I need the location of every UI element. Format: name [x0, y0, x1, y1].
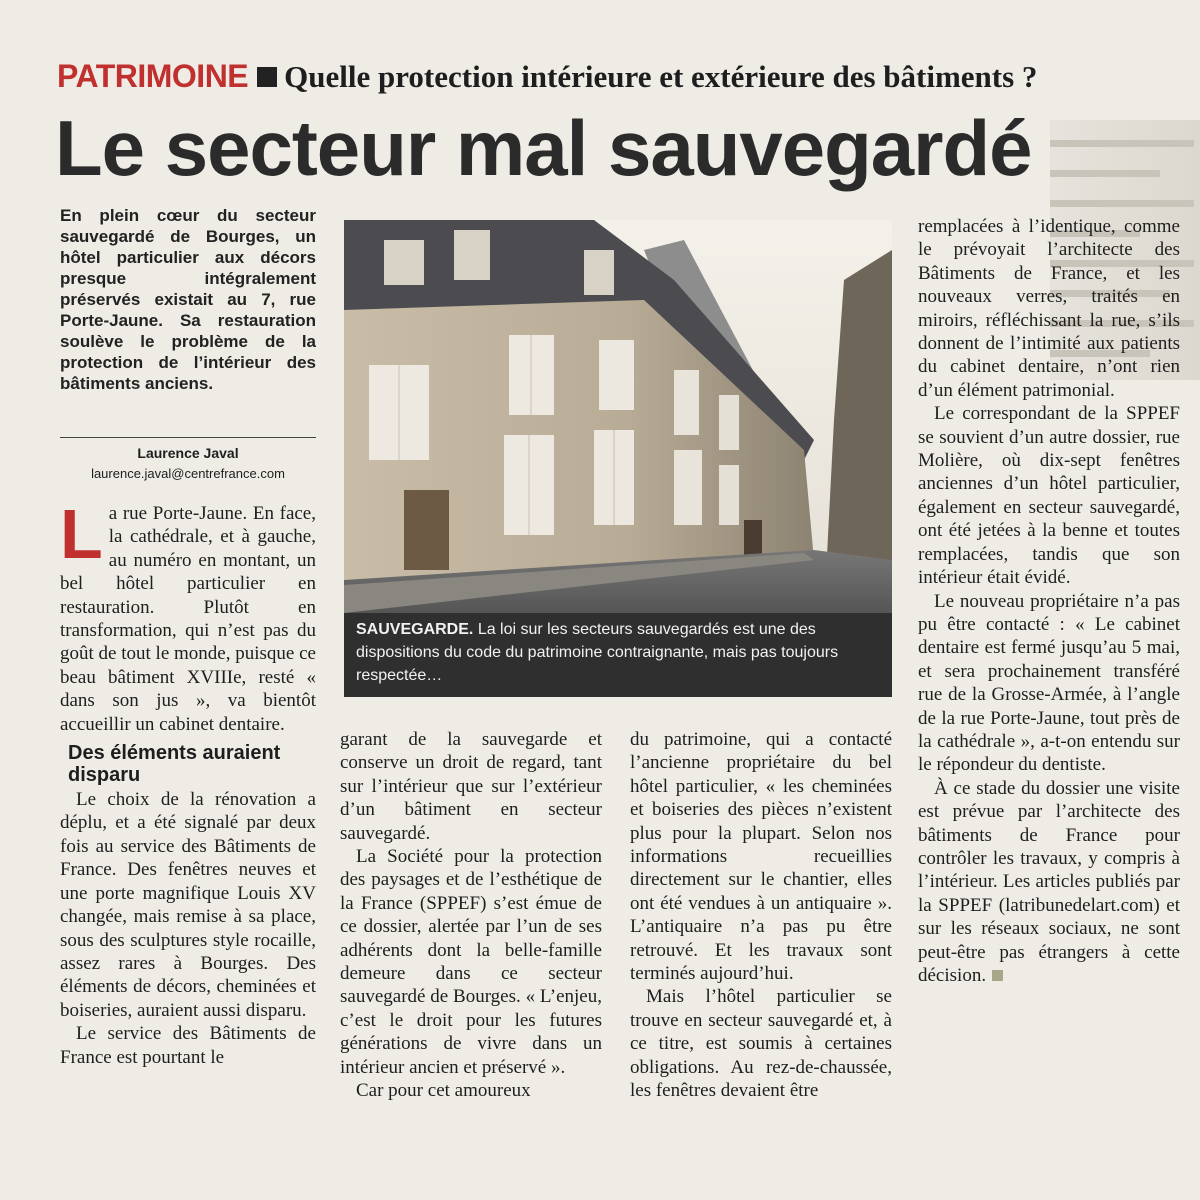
street-photo	[344, 220, 892, 613]
body-column-2	[340, 728, 602, 1103]
drop-cap: L	[60, 495, 103, 573]
body-paragraph: Car pour cet amoureux	[356, 1080, 531, 1102]
article-deck: Quelle protection intérieure et extérieure des bâtiments ?	[284, 59, 1038, 94]
article-headline: Le secteur mal sauvegardé	[55, 104, 1032, 192]
body-paragraph: garant de la sauvegarde et conserve un droit de regard, tant sur l’intérieur que sur l’extérieur d’un bâtiment en secteur sauvegardé.	[340, 729, 602, 844]
building-illustration	[344, 220, 892, 613]
caption-label: SAUVEGARDE.	[356, 621, 474, 638]
subheading: Des éléments auraient disparu	[68, 742, 281, 787]
end-mark-icon	[992, 970, 1003, 981]
body-paragraph: La rue Porte-Jaune. En face, la cathédrale, et à gauche, au numéro en montant, un bel hôtel particulier en restauration. Plutôt en transformation, qui n’est pas du goût de tout le monde, puisque ce beau bâtiment XVIIIe, resté « dans son jus », va bientôt accueillir un cabinet dentaire.	[60, 495, 316, 735]
body-paragraph: À ce stade du dossier une visite est prévue par l’architecte des bâtiments de France pour contrôler les travaux, y compris à l’intérieur. Les articles publiés par la SPPEF (latribunedelart.com) et sur les réseaux sociaux, ne sont peut-être pas étrangers à cette décision.	[918, 777, 1180, 986]
square-bullet-icon	[257, 67, 277, 87]
section-label: PATRIMOINE	[57, 58, 249, 94]
body-paragraph: du patrimoine, qui a contacté l’ancienne propriétaire du bel hôtel particulier, « les cheminées et boiseries des pièces n’existent plus pour la plupart. Selon nos informations recueillies directement sur le chantier, elles ont été vendues à un antiquaire ». L’antiquaire n’a pas pu être retrouvé. Et les travaux sont terminés aujourd’hui.	[630, 729, 892, 985]
byline-email: laurence.javal@centrefrance.com	[91, 466, 285, 481]
byline-author: Laurence Javal	[137, 445, 239, 461]
body-column-4	[918, 215, 1180, 987]
caption-text: La loi sur les secteurs sauvegardés est une des dispositions du code du patrimoine contraignante, mais pas toujours respectée…	[356, 621, 839, 684]
photo-caption	[344, 613, 892, 697]
body-column-1	[60, 495, 316, 1069]
body-column-3	[630, 728, 892, 1103]
body-paragraph: Le choix de la rénovation a déplu, et a été signalé par deux fois au service des Bâtiments de France. Des fenêtres neuves et une porte magnifique Louis XV changée, mais remise à sa place, sous des sculptures style rocaille, assez rares à Bourges. Des éléments de décors, cheminées et boiseries, auraient aussi disparu.	[60, 789, 316, 1021]
body-paragraph: Le nouveau propriétaire n’a pas pu être contacté : « Le cabinet dentaire est fermé jusqu’au 5 mai, et sera prochainement transféré rue de la Grosse-Armée, à l’angle de la rue Porte-Jaune, tout près de la cathédrale », a-t-on entendu sur le répondeur du dentiste.	[918, 590, 1180, 776]
body-paragraph: Le service des Bâtiments de France est pourtant le	[60, 1023, 316, 1068]
byline-divider	[60, 437, 316, 438]
body-paragraph: remplacées à l’identique, comme le prévoyait l’architecte des Bâtiments de France, et les nouveaux verres, traités en miroirs, réfléchissant la rue, s’ils donnent de l’intimité aux patients du cabinet dentaire, n’ont rien d’un élément patrimonial.	[918, 216, 1180, 401]
body-paragraph: La Société pour la protection des paysages et de l’esthétique de la France (SPPEF) s’est émue de ce dossier, alertée par l’un de ses adhérents dont la belle-famille demeure dans ce secteur sauvegardé de Bourges. « L’enjeu, c’est le droit pour les futures générations de vivre dans un intérieur ancien et préservé ».	[340, 846, 602, 1078]
article-kicker	[57, 56, 1147, 96]
body-paragraph: Le correspondant de la SPPEF se souvient d’un autre dossier, rue Molière, où dix-sept fenêtres anciennes d’un hôtel particulier, également en secteur sauvegardé, ont été jetées à la benne et toutes remplacées, tandis que son intérieur était évidé.	[918, 403, 1180, 589]
article-lead: En plein cœur du secteur sauvegardé de Bourges, un hôtel particulier aux décors presque intégralement préservés existait au 7, rue Porte-Jaune. Sa restauration soulève le problème de la protection de l’intérieur des bâtiments anciens.	[60, 206, 316, 393]
body-paragraph: Mais l’hôtel particulier se trouve en secteur sauvegardé et, à ce titre, est soumis à certaines obligations. Au rez-de-chaussée, les fenêtres devaient être	[630, 986, 892, 1102]
